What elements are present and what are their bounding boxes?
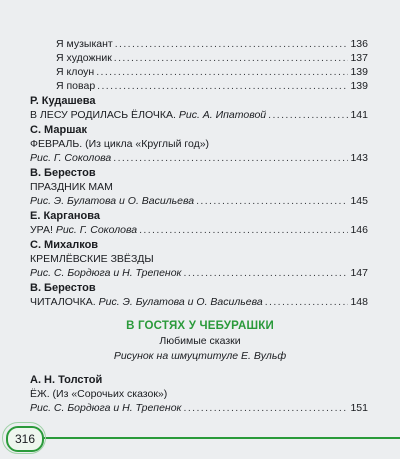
toc-entry-page: 147: [350, 267, 368, 279]
toc-entry-title: [30, 109, 266, 121]
toc-entry-page: 141: [350, 109, 368, 121]
toc-entry[interactable]: [30, 109, 368, 121]
toc-entry[interactable]: [56, 66, 368, 78]
illustrator-credit: Рис. Э. Булатова и О. Васильева: [30, 195, 195, 207]
dot-leader: [196, 195, 348, 207]
section-illustrator-credit: Рисунок на шмуцтитуле Е. Вульф: [113, 350, 287, 362]
work-title: УРА!: [30, 224, 53, 236]
author-name: В. Берестов: [30, 282, 96, 294]
dot-leader: [268, 109, 348, 121]
work-title: КРЕМЛЁВСКИЕ ЗВЁЗДЫ: [30, 253, 154, 265]
illustrator-credit: Рис. А. Ипатовой: [178, 109, 267, 121]
dot-leader: [115, 38, 349, 50]
work-title: В ЛЕСУ РОДИЛАСЬ ЁЛОЧКА.: [30, 109, 176, 121]
toc-entry[interactable]: [30, 224, 368, 236]
dot-leader: [113, 152, 348, 164]
toc-entry[interactable]: [30, 296, 368, 308]
illustrator-credit: Рис. С. Бордюга и Н. Трепенок: [30, 267, 182, 279]
toc-entry[interactable]: [56, 80, 368, 92]
author-name: С. Михалков: [30, 239, 99, 251]
toc-entry-page: 146: [350, 224, 368, 236]
toc-entry-page: 137: [350, 52, 368, 64]
toc-entry-page: 145: [350, 195, 368, 207]
page-number: 316: [6, 426, 44, 452]
illustrator-credit: Рис. Г. Соколова: [55, 224, 138, 236]
dot-leader: [184, 267, 349, 279]
illustrator-credit: Рис. Э. Булатова и О. Васильева: [98, 296, 263, 308]
toc-entry-page: 151: [350, 402, 368, 414]
author-name: Е. Карганова: [30, 210, 100, 222]
dot-leader: [139, 224, 348, 236]
toc-entry[interactable]: [30, 267, 368, 279]
toc-entry-title: [30, 224, 137, 236]
illustrator-credit: Рис. С. Бордюга и Н. Трепенок: [30, 402, 182, 414]
work-title: ПРАЗДНИК МАМ: [30, 181, 113, 193]
toc-entry-page: 148: [350, 296, 368, 308]
toc-entry-title: Я художник: [56, 52, 112, 64]
dot-leader: [96, 66, 348, 78]
work-title: ФЕВРАЛЬ. (Из цикла «Круглый год»): [30, 138, 210, 150]
section-subtitle: Любимые сказки: [159, 335, 241, 347]
toc-entry-title: Я музыкант: [56, 38, 113, 50]
dot-leader: [265, 296, 349, 308]
illustrator-credit: Рис. Г. Соколова: [30, 152, 112, 164]
author-name: С. Маршак: [30, 124, 87, 136]
toc-entry-title: Я повар: [56, 80, 96, 92]
toc-entry[interactable]: [30, 152, 368, 164]
footer-rule: [44, 437, 400, 439]
toc-entry-title: Я клоун: [56, 66, 95, 78]
toc-entry[interactable]: [56, 52, 368, 64]
toc-entry[interactable]: [30, 195, 368, 207]
section-title: В ГОСТЯХ У ЧЕБУРАШКИ: [126, 320, 274, 332]
work-title: ЧИТАЛОЧКА.: [30, 296, 96, 308]
author-name: В. Берестов: [30, 167, 96, 179]
toc-entry-page: 139: [350, 66, 368, 78]
author-name: Р. Кудашева: [30, 95, 96, 107]
toc-entry[interactable]: [56, 38, 368, 50]
dot-leader: [97, 80, 348, 92]
dot-leader: [184, 402, 349, 414]
work-title: ЁЖ. (Из «Сорочьих сказок»): [30, 388, 168, 400]
toc-entry-page: 139: [350, 80, 368, 92]
author-name: А. Н. Толстой: [30, 374, 103, 386]
toc-entry[interactable]: [30, 402, 368, 414]
toc-entry-title: [30, 296, 263, 308]
toc-entry-page: 136: [350, 38, 368, 50]
dot-leader: [114, 52, 349, 64]
toc-entry-page: 143: [350, 152, 368, 164]
